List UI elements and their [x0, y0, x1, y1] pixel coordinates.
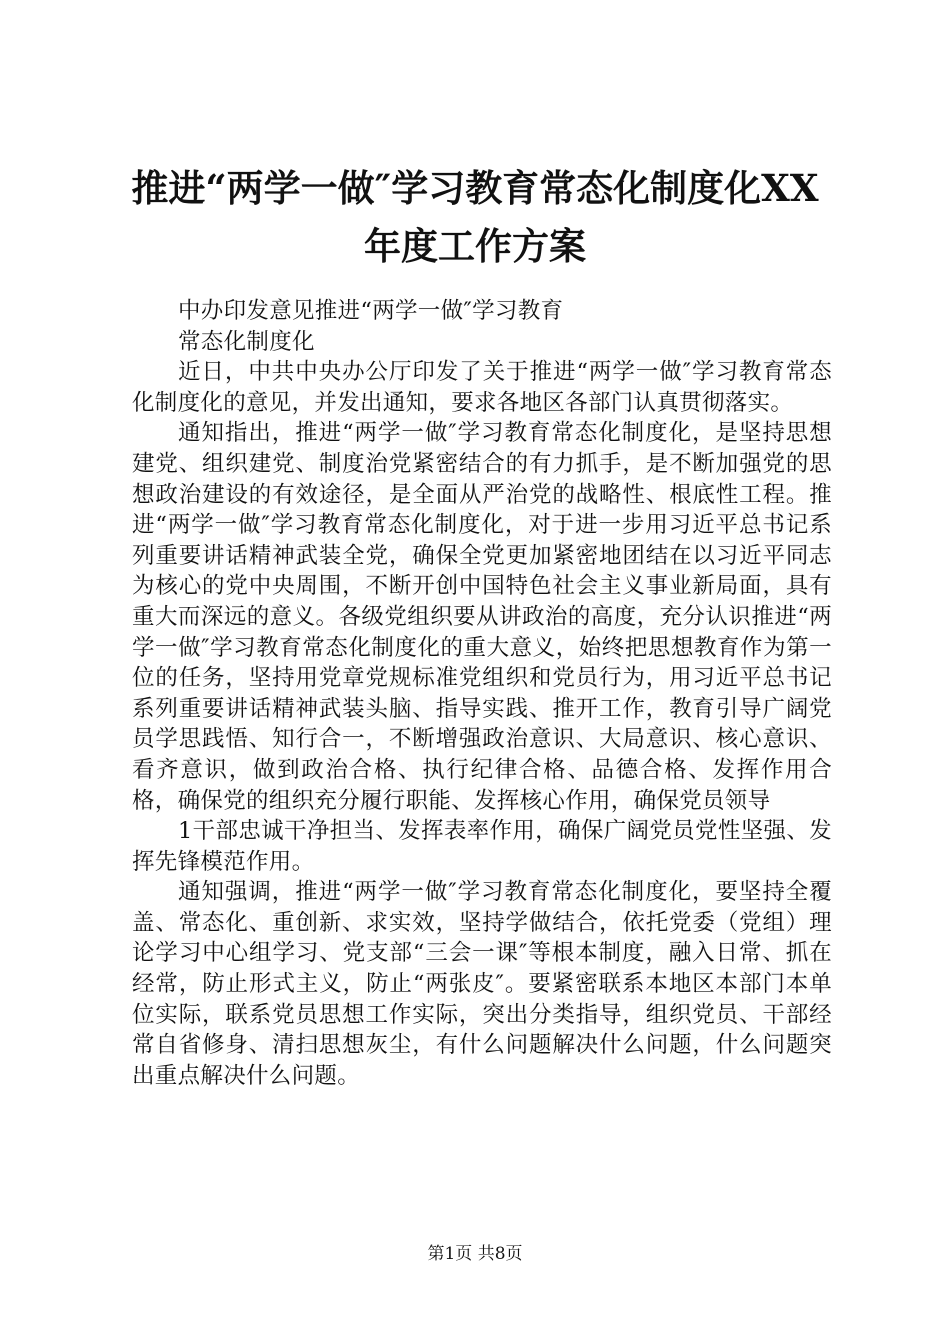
subheading-line-2: 常态化制度化	[178, 328, 315, 355]
subheading-line-1: 中办印发意见推进“两学一做″学习教育	[178, 298, 564, 324]
document-title-line-2: 年度工作方案	[364, 224, 586, 268]
document-title-line-1: 推进“两学一做″学习教育常态化制度化XX	[131, 166, 819, 210]
paragraph-1: 近日，中共中央办公厅印发了关于推进“两学一做″学习教育常态化制度化的意见，并发出通知，要求各地区各部门认真贯彻落实。	[132, 359, 832, 416]
paragraph-4: 通知强调，推进“两学一做″学习教育常态化制度化，要坚持全覆盖、常态化、重创新、求实效，坚持学做结合，依托党委（党组）理论学习中心组学习、党支部“三会一课″等根本制度，融入日常、抓在经常，防止形式主义，防止“两张皮″。要紧密联系本地区本部门本单位实际，联系党员思想工作实际，突出分类指导，组织党员、干部经常自省修身、清扫思想灰尘，有什么问题解决什么问题，什么问题突出重点解决什么问题。	[132, 879, 832, 1089]
paragraph-3: 1干部忠诚干净担当、发挥表率作用，确保广阔党员党性坚强、发挥先锋模范作用。	[132, 818, 832, 875]
document-body	[132, 296, 832, 1091]
page-number-footer: 第1页 共8页	[427, 1244, 523, 1264]
paragraph-2: 通知指出，推进“两学一做″学习教育常态化制度化，是坚持思想建党、组织建党、制度治党紧密结合的有力抓手，是不断加强党的思想政治建设的有效途径，是全面从严治党的战略性、根底性工程。推进“两学一做″学习教育常态化制度化，对于进一步用习近平总书记系列重要讲话精神武装全党，确保全党更加紧密地团结在以习近平同志为核心的党中央周围，不断开创中国特色社会主义事业新局面，具有重大而深远的意义。各级党组织要从讲政治的高度，充分认识推进“两学一做″学习教育常态化制度化的重大意义，始终把思想教育作为第一位的任务，坚持用党章党规标准党组织和党员行为，用习近平总书记系列重要讲话精神武装头脑、指导实践、推开工作，教育引导广阔党员学思践悟、知行合一，不断增强政治意识、大局意识、核心意识、看齐意识，做到政治合格、执行纪律合格、品德合格、发挥作用合格，确保党的组织充分履行职能、发挥核心作用，确保党员领导	[132, 420, 832, 814]
